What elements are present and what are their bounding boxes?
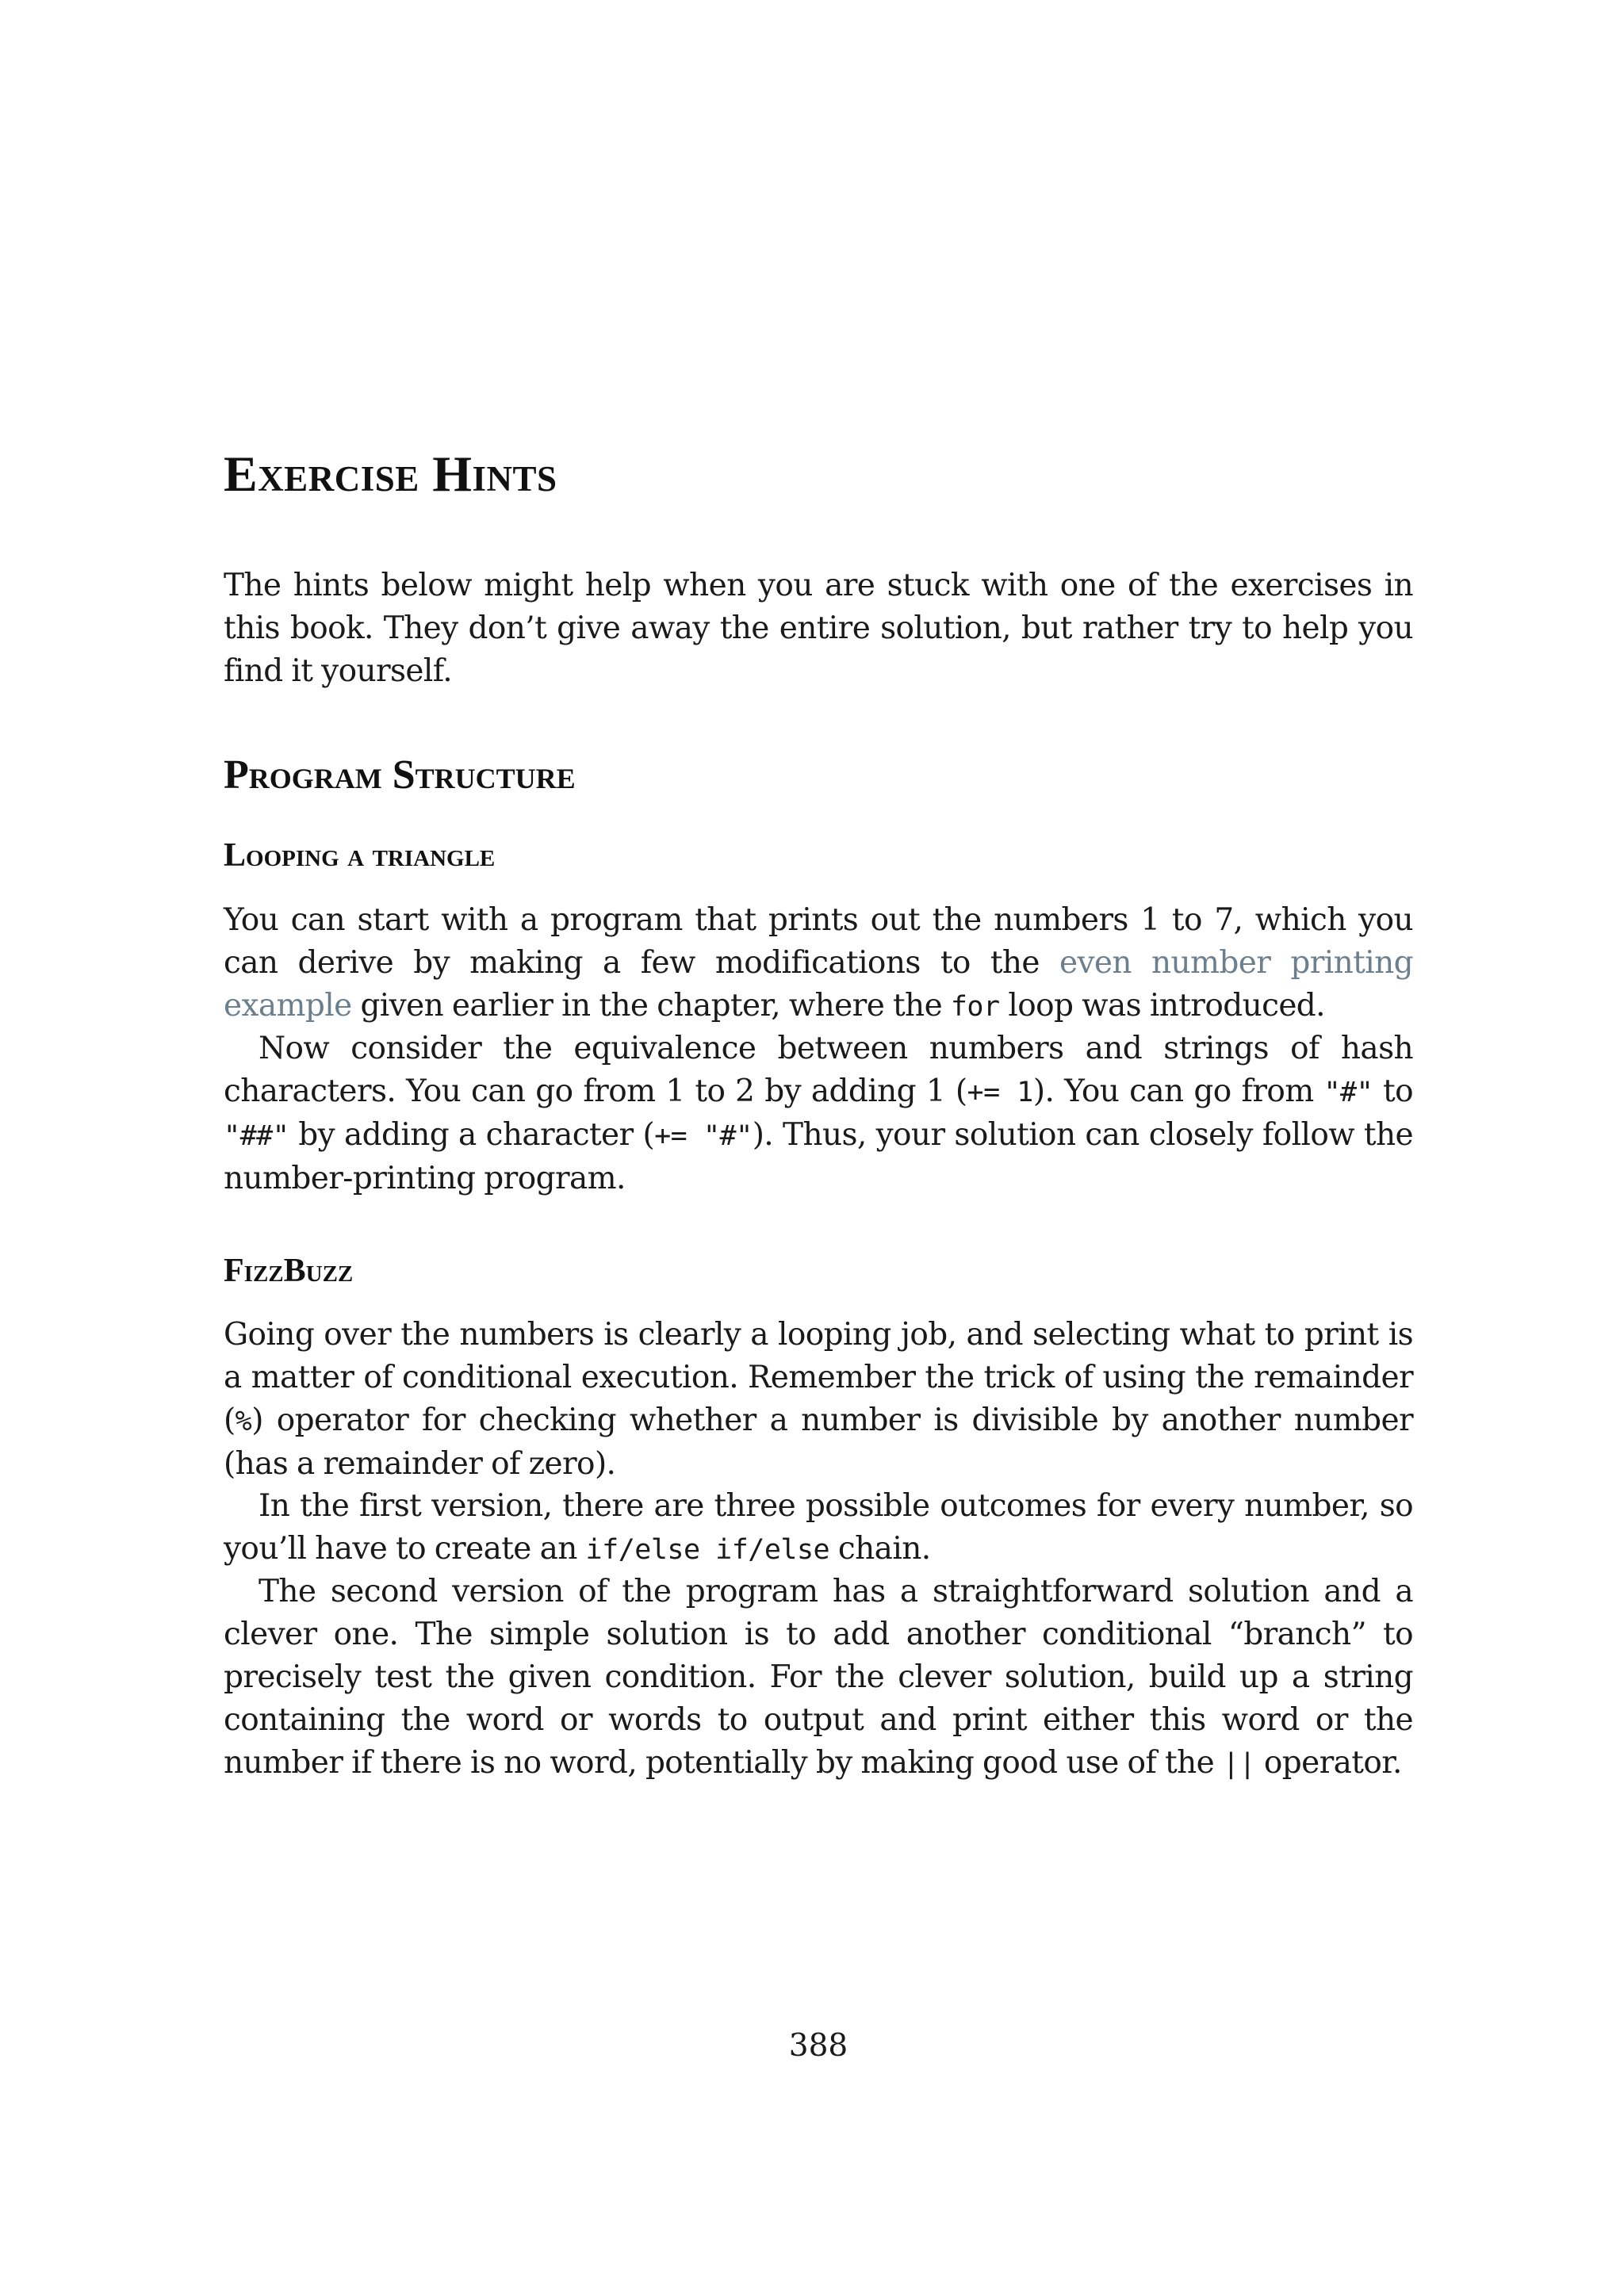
text-span: Now consider the equivalence between numbers and strings of hash characters. You can go from 1 to 2 by adding 1 ( — [224, 1031, 1413, 1109]
text-span: The second version of the program has a straightforward solution and a clever one. The simple solution is to add another conditional “branch” to precisely test the given condition. For the clever solution, build up a string containing the word or words to output and print either this word or the number if there is no word, potentially by making good use of the — [224, 1574, 1413, 1781]
subsection-title-fizzbuzz: FizzBuzz — [224, 1253, 354, 1289]
inline-code: "#" — [1323, 1077, 1373, 1108]
inline-code: += 1 — [967, 1077, 1033, 1108]
fizzbuzz-paragraph-3 — [224, 1571, 1413, 1785]
inline-code: "##" — [224, 1120, 289, 1152]
even-number-example-link[interactable]: even number printing example — [224, 945, 1413, 1024]
page-number: 388 — [788, 2028, 848, 2064]
inline-code: % — [235, 1406, 252, 1437]
text-span: You can start with a program that prints out the numbers 1 to 7, which you can derive by making a few modifications to the — [224, 902, 1413, 981]
text-span: loop was introduced. — [999, 988, 1325, 1024]
text-span: by adding a character ( — [289, 1117, 655, 1153]
subsection-title-triangle: Looping a triangle — [224, 837, 496, 874]
section-title: Program Structure — [224, 752, 576, 798]
chapter-title: Exercise Hints — [224, 446, 557, 502]
text-span: In the first version, there are three possible outcomes for every number, so you’ll have to create an — [224, 1488, 1413, 1567]
inline-code: for — [950, 991, 1000, 1023]
text-span: ) operator for checking whether a number is divisible by another number (has a remainder of zero). — [224, 1402, 1413, 1482]
triangle-paragraph-2 — [224, 1027, 1413, 1200]
triangle-paragraph-1 — [224, 899, 1413, 1028]
fizzbuzz-paragraph-2 — [224, 1485, 1413, 1571]
text-span: chain. — [829, 1531, 931, 1567]
text-span: ). Thus, your solution can closely follow the number-printing program. — [224, 1117, 1413, 1196]
inline-code: += "#" — [654, 1120, 753, 1152]
text-span: Going over the numbers is clearly a looping job, and selecting what to print is a matter of conditional execution. Remember the trick of using the remainder ( — [224, 1317, 1413, 1438]
text-span: ). You can go from — [1032, 1073, 1324, 1109]
fizzbuzz-paragraph-1 — [224, 1314, 1413, 1486]
intro-paragraph: The hints below might help when you are stuck with one of the exercises in this book. They don’t give away the entire solution, but rather try to help you find it yourself. — [224, 568, 1413, 689]
text-span: operator. — [1255, 1745, 1402, 1781]
inline-code: if/else if/else — [585, 1534, 830, 1566]
text-span: to — [1373, 1073, 1414, 1109]
text-span: given earlier in the chapter, where the — [351, 988, 951, 1024]
inline-code: || — [1222, 1748, 1256, 1780]
